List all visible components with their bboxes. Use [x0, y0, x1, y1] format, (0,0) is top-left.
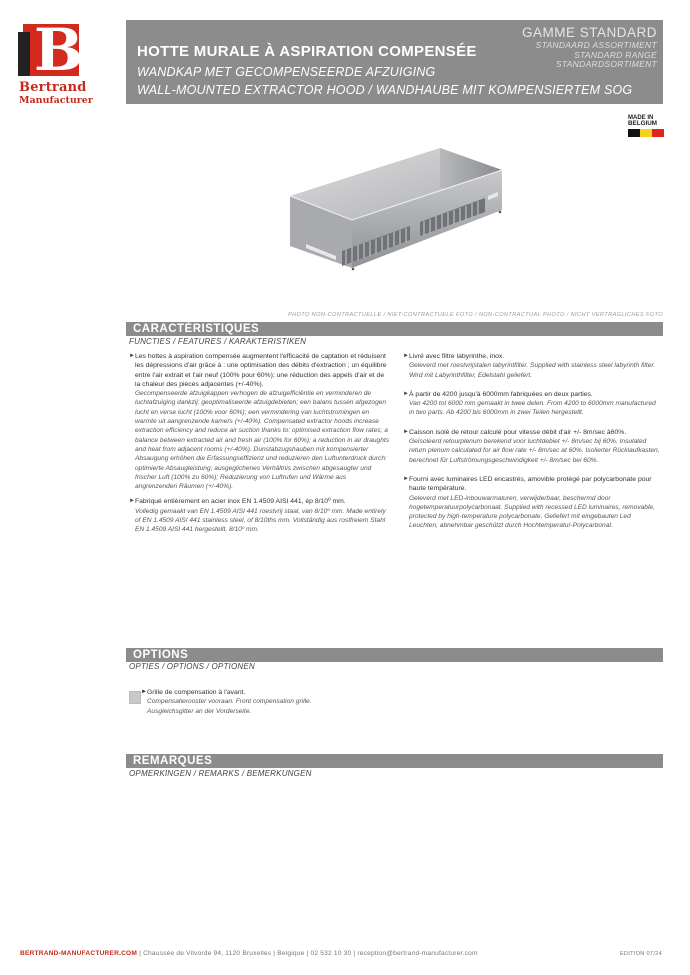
option-item — [141, 688, 347, 716]
page-subtitle-en: WALL-MOUNTED EXTRACTOR HOOD / WANDHAUBE MIT KOMPENSIERTEM SOG — [137, 83, 633, 97]
remarks-title: REMARQUES — [133, 755, 213, 767]
options-title: OPTIONS — [133, 649, 189, 661]
bullet-icon: ► — [403, 428, 409, 435]
options-subtitle: OPTIES / OPTIONS / OPTIONEN — [129, 662, 255, 671]
feature-item — [129, 352, 389, 491]
footer-contact: | Chaussée de Vilvorde 94, 1120 Bruxelles | Belgique | 02 532 10 30 | reception@bertrand-manufacturer.com — [139, 950, 478, 957]
feature-item — [403, 390, 661, 418]
features-section-bar — [126, 322, 663, 336]
feature-text-fr: Fourni avec luminaires LED encastrés, amovible protégé par polycarbonate pour haute température. — [409, 475, 652, 493]
extractor-hood-image — [280, 148, 510, 288]
feature-item — [129, 497, 389, 534]
features-right-column — [403, 352, 661, 537]
feature-text-translations: Geïsoleerd retourplenum berekend voor luchtdebiet +/- 8m/sec bij 60%. Insulated return plenum calculated for air flow rate +/- 8m/sec at 60%. Isolierter Rücklaufkasten, berechnet für Luftströmungsgeschwindigkeit +/- 8m/sec bei 60%. — [409, 438, 660, 464]
logo-letter: B — [34, 16, 84, 84]
brand-logo — [18, 16, 93, 106]
range-label: GAMME STANDARD — [521, 25, 657, 40]
feature-text-translations: Volledig gemaakt van EN 1.4509 AISI 441 roestvrij staal, van 8/10º mm. Made entirely of EN 1.4509 AISI 441 stainless steel, of 8/10ths mm. Vollständig aus rostfreiem Stahl EN 1.4509 AISI 441 hergestellt, 8/10º mm. — [135, 507, 386, 534]
feature-text-translations: Geleverd met roestvrijstalen labyrintfilter. Supplied with stainless steel labyrinth filter. Wird mit Labyrinthfilter, Edelstahl geliefert. — [409, 362, 656, 379]
header-banner — [126, 20, 663, 104]
edition-label: EDITION 07/24 — [619, 951, 662, 957]
photo-disclaimer: PHOTO NON-CONTRACTUELLE / NIET-CONTRACTUELE FOTO / NON-CONTRACTUAL PHOTO / NICHT VERTRAGLICHES FOTO — [287, 312, 663, 318]
logo-brand-name: Bertrand — [19, 80, 87, 95]
option-checkbox[interactable] — [129, 691, 141, 704]
feature-text-translations: Gecompenseerde afzuigkappen verhogen de afzuigefficiëntie en verminderen de luchtafzuiging dankzij: geoptimaliseerde afzuigdebieten; een balans tussen afgezogen lucht en verse lucht (100% voor 60%); een vermindering van luchtstromingen en warmte uit aangrenzende kamers (+/-40%). Compensated extractor hoods increase extraction efficiency and reduce air suction thanks to: optimised extraction flow rates; a balance between extracted air and fresh air (100% for 60%); a reduction in air draughts and heat from adjacent rooms (+/-40%). Dunstabzugshauben mit kompensierter Absaugung erhöhen die Erfassungseffizienz und reduzieren den Luftunterdruck durch: optimierte Absaugleistung; ausgeglichenes Verhältnis zwischen abgesaugter und frischer Luft (100% zu 60%); Reduzierung von Luftrufen und Wärme aus angrenzenden Räumen (+/-40%). — [135, 390, 390, 491]
features-subtitle: FUNCTIES / FEATURES / KARAKTERISTIKEN — [129, 337, 307, 346]
option-text-translations: Compensatierooster vooraan. Front compensation grille. Ausgleichsgitter an der Vorderseite. — [147, 698, 312, 715]
remarks-subtitle: OPMERKINGEN / REMARKS / BEMERKUNGEN — [129, 769, 312, 778]
bullet-icon: ► — [403, 353, 409, 359]
feature-text-fr: Fabriqué entièrement en acier inox EN 1.4509 AISI 441, ép 8/10º mm. — [135, 498, 346, 506]
feature-text-fr: Caisson isolé de retour calculé pour vitesse débit d'air +/- 8m/sec à60%. — [409, 428, 627, 436]
range-label-nl: STANDAARD ASSORTIMENT — [535, 40, 657, 50]
options-section-bar — [126, 648, 663, 662]
page-title: HOTTE MURALE À ASPIRATION COMPENSÉE — [137, 43, 477, 60]
range-label-en: STANDARD RANGE — [574, 50, 657, 60]
footer-website-link[interactable]: BERTRAND-MANUFACTURER.COM — [20, 950, 138, 957]
feature-text-fr: Livré avec filtre labyrinthe, inox. — [409, 353, 505, 360]
remarks-section-bar — [126, 754, 663, 768]
bullet-icon: ► — [403, 390, 409, 397]
feature-text-translations: Van 4200 tot 6000 mm gemaakt in twee delen. From 4200 to 6000mm manufactured in two parts. Ab 4200 bis 6000mm in zwei Teilen hergestellt. — [409, 400, 656, 417]
feature-text-fr: Les hottes à aspiration compensée augmentent l'efficacité de captation et réduisent les dépressions d'air grâce à : une optimisation des débits d'extraction ; un équilibre entre l'air extrait et l'air neuf (100% pour 60%); une réduction des appels d'air et de la chaleur des pièces adjacentes (+/-40%). — [135, 353, 387, 388]
logo-dark-block — [18, 32, 30, 76]
made-in-belgium-badge — [628, 115, 664, 137]
bullet-icon: ► — [141, 689, 147, 695]
features-left-column — [129, 352, 389, 541]
badge-line-1: MADE IN — [628, 115, 654, 121]
feature-item — [403, 475, 661, 531]
feature-text-fr: À partir de 4200 jusqu'à 6000mm fabriquées en deux parties. — [409, 390, 593, 398]
badge-line-2: BELGIUM — [628, 120, 658, 127]
bullet-icon: ► — [129, 353, 135, 359]
bullet-icon: ► — [129, 498, 135, 505]
bullet-icon: ► — [403, 475, 409, 482]
logo-brand-sub: Manufacturer — [19, 95, 93, 106]
feature-text-translations: Geleverd met LED-inbouwarmaturen, verwijderbaar, beschermd door hogetemperatuurpolycarbonaat. Supplied with recessed LED luminaires, removable, protected by high-temperature polycarbonate. Geliefert mit eingebauten Led Leuchten, abnehmbar geschützt durch Hochtemperatur-Polycarbonat. — [409, 494, 655, 530]
option-text-fr: Grille de compensation à l'avant. — [147, 689, 246, 696]
feature-item — [403, 352, 661, 380]
page-subtitle-nl: WANDKAP MET GECOMPENSEERDE AFZUIGING — [137, 65, 436, 79]
range-label-de: STANDARDSORTIMENT — [555, 59, 657, 69]
page-footer — [20, 950, 478, 957]
feature-item — [403, 428, 661, 465]
features-title: CARACTÉRISTIQUES — [133, 323, 260, 335]
belgian-flag-icon — [628, 129, 664, 137]
